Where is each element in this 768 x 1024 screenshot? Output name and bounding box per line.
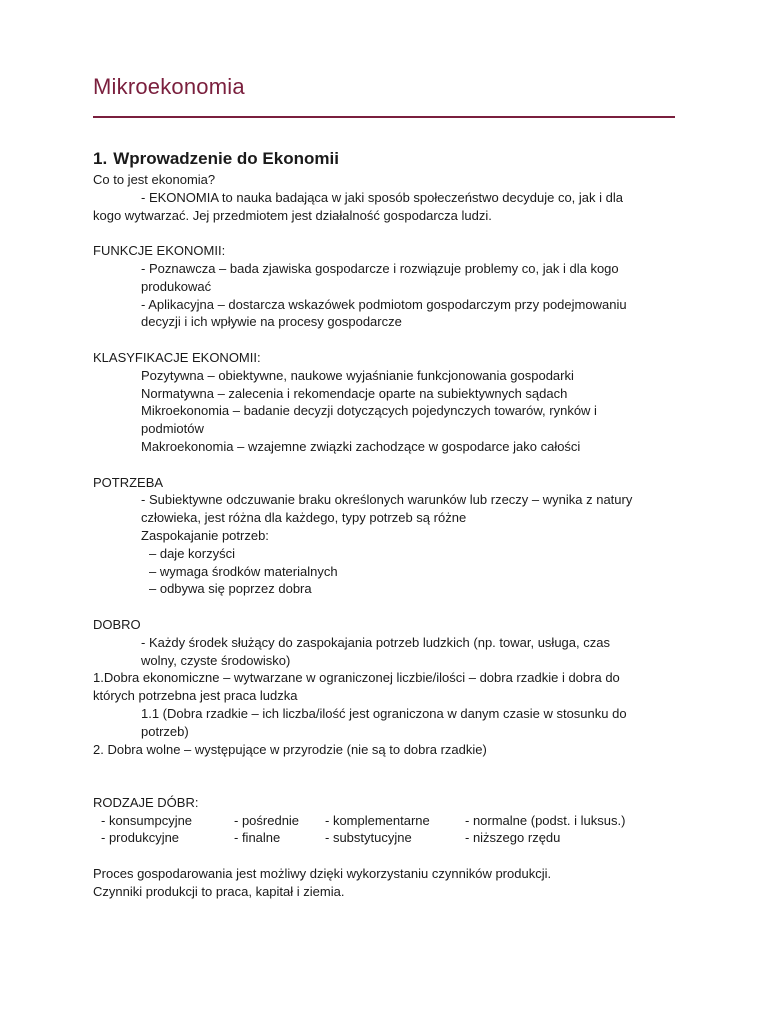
dobro-line: - Każdy środek służący do zaspokajania potrzeb ludzkich (np. towar, usługa, czas [141, 634, 610, 650]
section-number: 1. [93, 149, 108, 168]
rodzaje-item: - normalne (podst. i luksus.) [465, 812, 626, 828]
title-divider [93, 116, 675, 118]
dobro-heading: DOBRO [93, 616, 141, 632]
rodzaje-heading: RODZAJE DÓBR: [93, 794, 199, 810]
potrzeba-heading: POTRZEBA [93, 474, 164, 490]
rodzaje-column [325, 812, 465, 848]
klasyfikacje-item: Pozytywna – obiektywne, naukowe wyjaśnianie funkcjonowania gospodarki [141, 367, 574, 383]
dobro-line: 2. Dobra wolne – występujące w przyrodzie (nie są to dobra rzadkie) [93, 741, 487, 757]
definition-line: kogo wytwarzać. Jej przedmiotem jest działalność gospodarcza ludzi. [93, 207, 492, 223]
dobro-line: wolny, czyste środowisko) [141, 652, 291, 668]
rodzaje-column [465, 812, 665, 848]
funkcje-item: - Aplikacyjna – dostarcza wskazówek podmiotom gospodarczym przy podejmowaniu [141, 296, 627, 312]
potrzeba-subitem: – wymaga środków materialnych [149, 563, 338, 579]
rodzaje-column [234, 812, 325, 848]
rodzaje-item: - pośrednie [234, 812, 300, 828]
section-heading [93, 148, 675, 170]
rodzaje-item: - konsumpcyjne [101, 812, 193, 828]
funkcje-item: decyzji i ich wpływie na procesy gospodarcze [141, 314, 402, 330]
funkcje-item: produkować [141, 278, 212, 294]
dobro-line: których potrzebna jest praca ludzka [93, 688, 298, 704]
klasyfikacje-item: Mikroekonomia – badanie decyzji dotyczących pojedynczych towarów, rynków i [141, 403, 597, 419]
document-title: Mikroekonomia [93, 74, 245, 99]
dobro-line: potrzeb) [141, 723, 189, 739]
klasyfikacje-item: Normatywna – zalecenia i rekomendacje oparte na subiektywnych sądach [141, 385, 568, 401]
potrzeba-subheading: Zaspokajanie potrzeb: [141, 527, 269, 543]
question-text: Co to jest ekonomia? [93, 172, 216, 187]
section-title: Wprowadzenie do Ekonomii [113, 149, 339, 168]
closing-line: Czynniki produkcji to praca, kapitał i ziemia. [93, 883, 345, 899]
potrzeba-line: - Subiektywne odczuwanie braku określonych warunków lub rzeczy – wynika z natury [141, 492, 633, 508]
rodzaje-item: - komplementarne [325, 812, 430, 828]
closing-line: Proces gospodarowania jest możliwy dzięki wykorzystaniu czynników produkcji. [93, 866, 552, 882]
klasyfikacje-item: podmiotów [141, 421, 204, 437]
dobro-line: 1.1 (Dobra rzadkie – ich liczba/ilość jest ograniczona w danym czasie w stosunku do [141, 705, 627, 721]
dobro-line: 1.Dobra ekonomiczne – wytwarzane w ograniczonej liczbie/ilości – dobra rzadkie i dobra do [93, 670, 620, 686]
potrzeba-subitem: – odbywa się poprzez dobra [149, 581, 312, 597]
funkcje-heading: FUNKCJE EKONOMII: [93, 243, 226, 259]
rodzaje-item: - substytucyjne [325, 830, 412, 846]
rodzaje-table [93, 812, 675, 848]
potrzeba-line: człowieka, jest różna dla każdego, typy potrzeb są różne [141, 510, 467, 526]
rodzaje-item: - niższego rzędu [465, 830, 561, 846]
klasyfikacje-heading: KLASYFIKACJE EKONOMII: [93, 349, 261, 365]
funkcje-item: - Poznawcza – bada zjawiska gospodarcze i rozwiązuje problemy co, jak i dla kogo [141, 260, 619, 276]
definition-line: - EKONOMIA to nauka badająca w jaki sposób społeczeństwo decyduje co, jak i dla [141, 189, 623, 205]
rodzaje-item: - finalne [234, 830, 281, 846]
potrzeba-subitem: – daje korzyści [149, 545, 235, 561]
document-body [93, 148, 675, 901]
klasyfikacje-item: Makroekonomia – wzajemne związki zachodzące w gospodarce jako całości [141, 438, 581, 454]
rodzaje-item: - produkcyjne [101, 830, 180, 846]
rodzaje-column [93, 812, 234, 848]
